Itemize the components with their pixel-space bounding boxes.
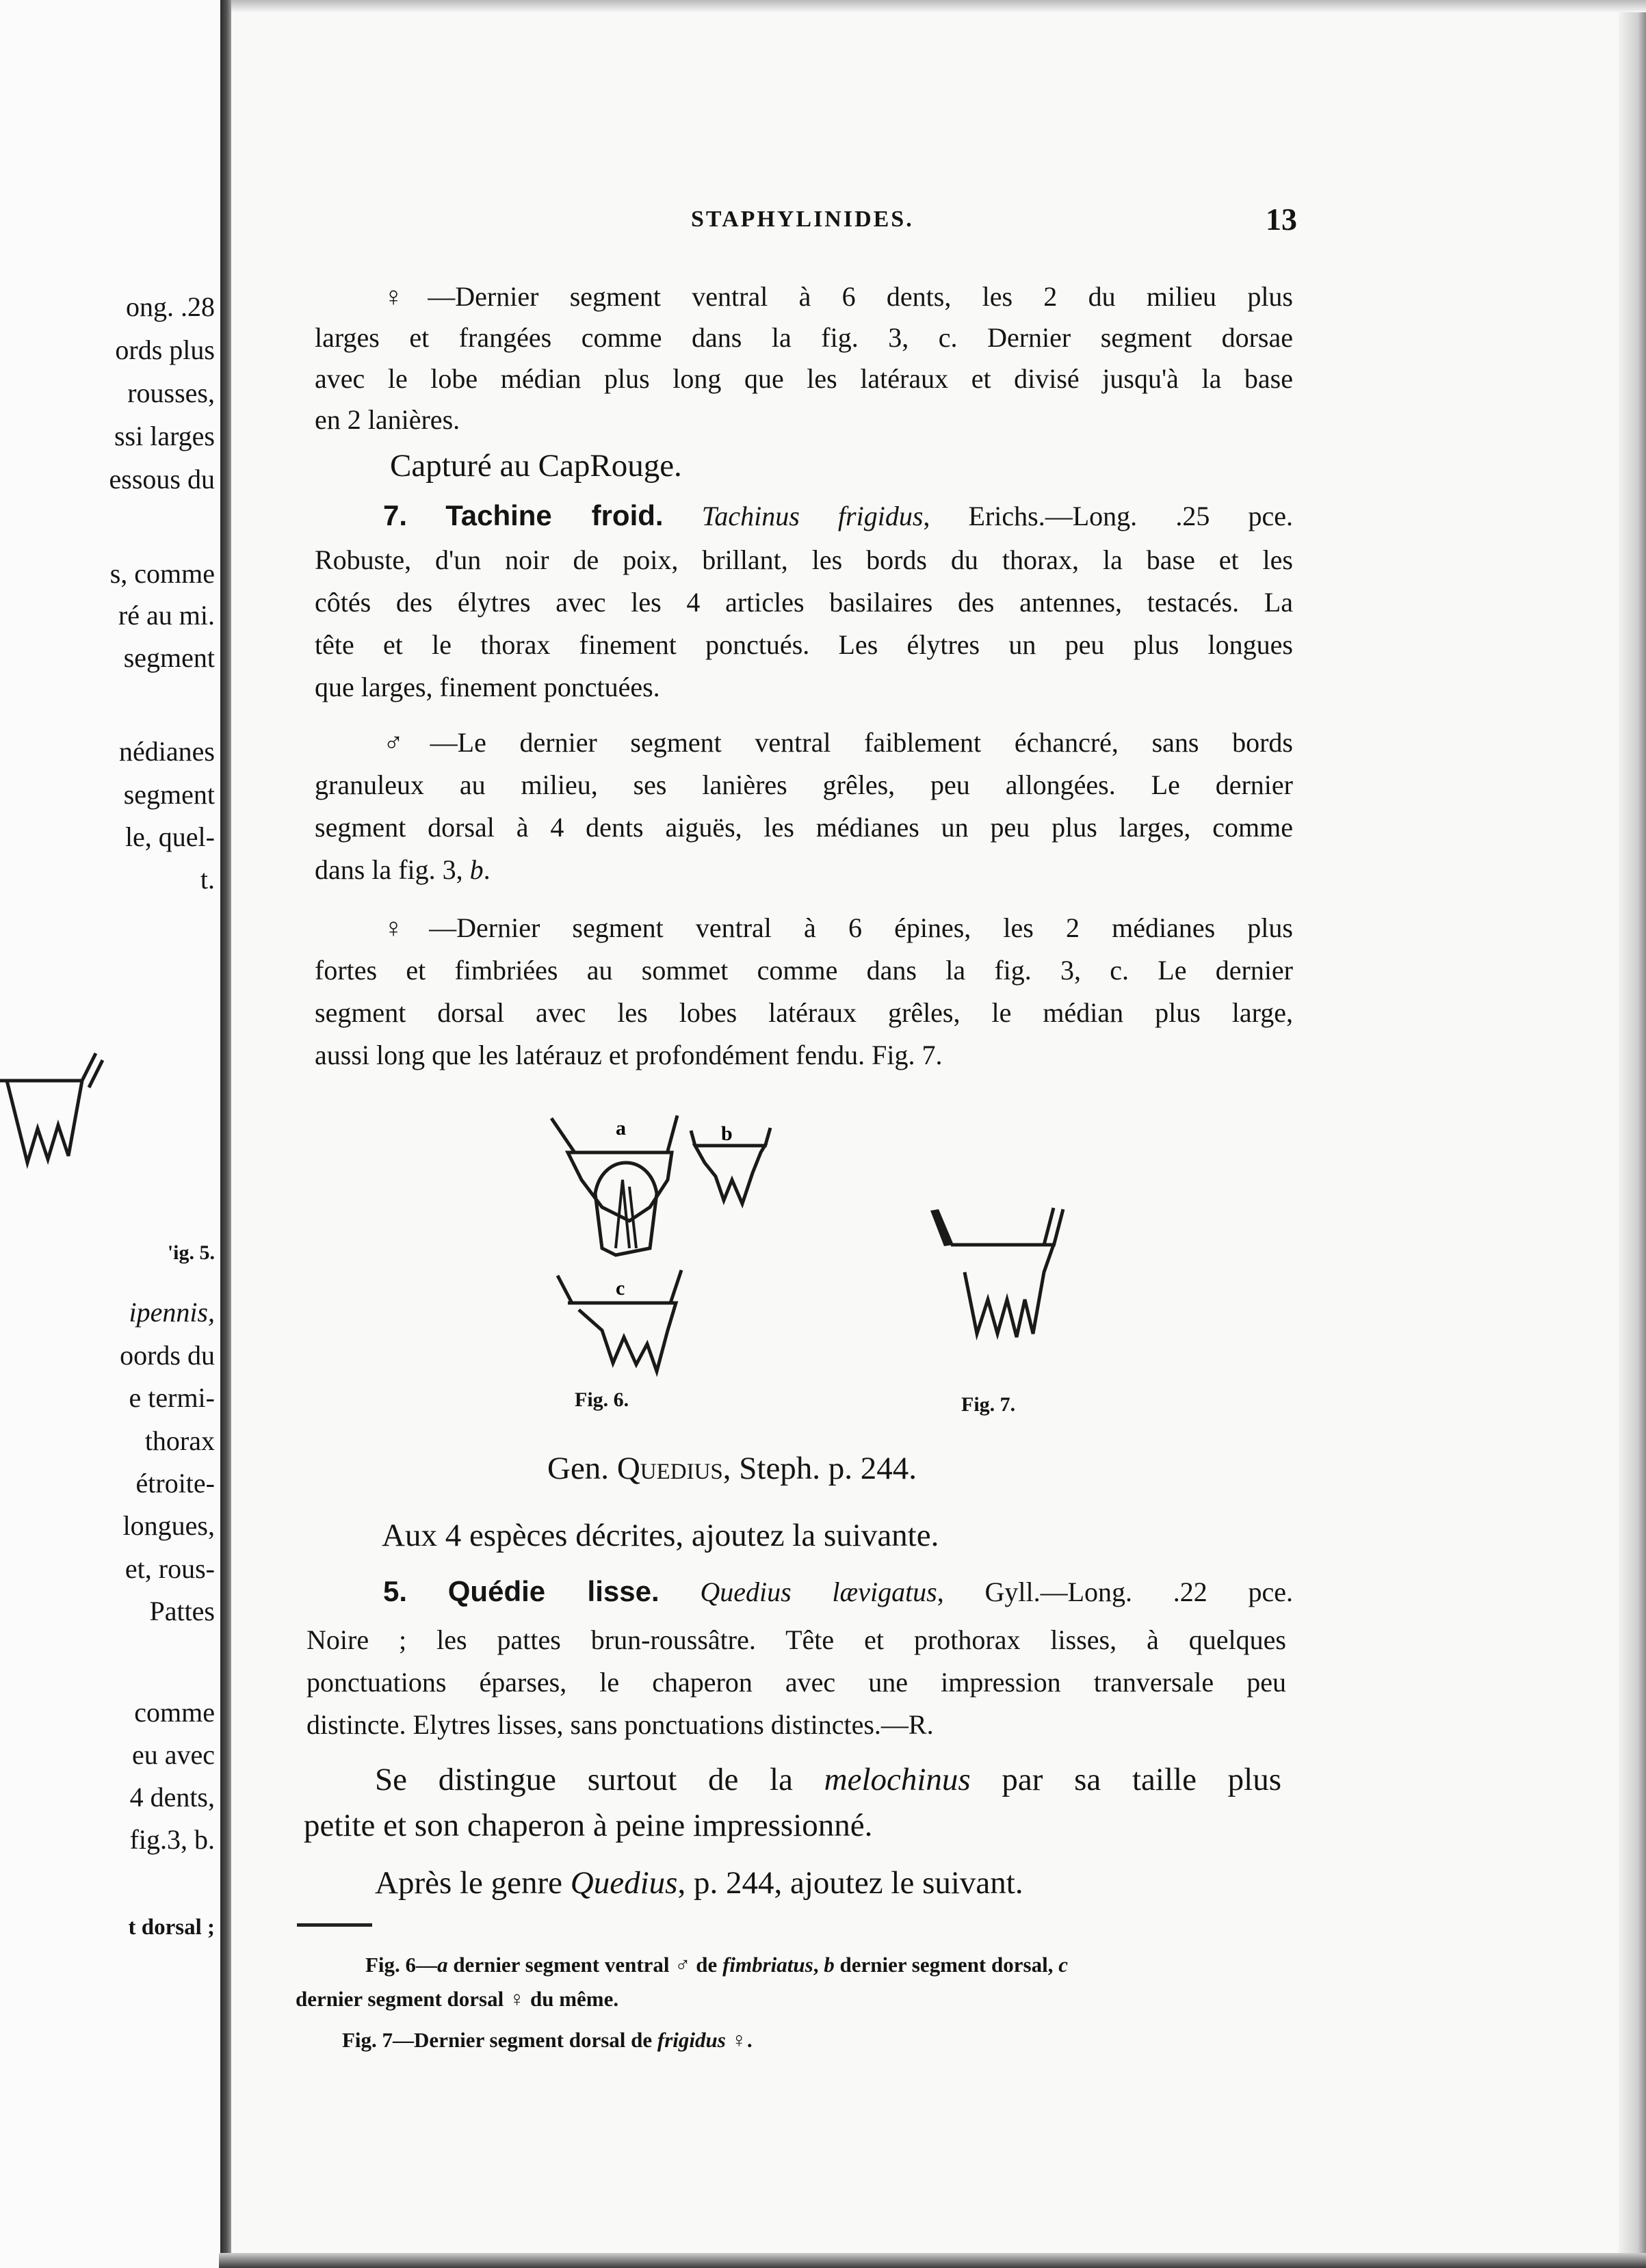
left-line: fig.3, b. bbox=[129, 1824, 215, 1855]
footnote-rule bbox=[297, 1923, 372, 1927]
left-line: Pattes bbox=[149, 1596, 215, 1626]
left-line: segment bbox=[123, 779, 215, 810]
text-line: que larges, finement ponctuées. bbox=[315, 672, 660, 702]
text-line: petite et son chaperon à peine impressionné. bbox=[304, 1808, 873, 1843]
left-line: s, comme bbox=[109, 558, 215, 589]
genus-heading bbox=[547, 1450, 1095, 1487]
text-span: Se distingue surtout de la bbox=[375, 1762, 824, 1797]
text-line: fortes et fimbriées au sommet comme dans la fig. 3, c. Le dernier bbox=[315, 955, 1293, 986]
left-line: eu avec bbox=[131, 1739, 215, 1770]
left-line: thorax bbox=[144, 1425, 215, 1456]
footnote-fig6 bbox=[365, 1953, 1068, 1977]
page-number: 13 bbox=[1266, 202, 1297, 237]
fig6-caption: Fig. 6. bbox=[575, 1388, 629, 1411]
italic-span: b bbox=[469, 854, 484, 885]
left-line: comme bbox=[134, 1697, 215, 1728]
text-line: segment dorsal à 4 dents aiguës, les médianes un peu plus larges, comme bbox=[315, 812, 1293, 843]
text-line: Noire ; les pattes brun-roussâtre. Tête et prothorax lisses, à quelques bbox=[306, 1624, 1286, 1655]
species-author-length: , Gyll.—Long. .22 pce. bbox=[937, 1577, 1293, 1607]
text-span: par sa taille plus bbox=[970, 1762, 1281, 1797]
text-span: dernier segment dorsal, bbox=[834, 1953, 1059, 1977]
left-line: longues, bbox=[122, 1510, 215, 1541]
page-bottom-edge bbox=[219, 2253, 1646, 2268]
text-span: Fig. 6— bbox=[365, 1953, 438, 1977]
genus-author: , Steph. p. 244. bbox=[722, 1451, 917, 1486]
left-line: nédianes bbox=[119, 736, 215, 767]
figure-7 bbox=[924, 1204, 1074, 1347]
text-line: granuleux au milieu, ses lanières grêles, peu allongées. Le dernier bbox=[315, 769, 1293, 800]
left-line: ipennis, bbox=[129, 1297, 215, 1328]
text-line: ♀—Dernier segment ventral à 6 dents, les 2 du milieu plus bbox=[383, 281, 1293, 312]
text-line: ♀—Dernier segment ventral à 6 épines, les 2 médianes plus bbox=[383, 912, 1293, 943]
italic-span: b bbox=[824, 1953, 835, 1977]
species-heading bbox=[383, 1575, 1293, 1608]
left-line: t. bbox=[200, 864, 215, 895]
italic-span: c bbox=[1058, 1953, 1068, 1977]
left-line: étroite- bbox=[135, 1468, 215, 1499]
left-line: ords plus bbox=[115, 334, 215, 365]
left-page-fragment bbox=[0, 0, 219, 2268]
species-latin: Quedius lævigatus bbox=[700, 1577, 937, 1607]
italic-span: frigidus bbox=[657, 2028, 726, 2052]
figure-6 bbox=[547, 1111, 780, 1385]
species-name: Quédie lisse. bbox=[447, 1575, 659, 1607]
text-span: ♀. bbox=[725, 2028, 753, 2052]
text-span: dans la fig. 3, bbox=[315, 854, 470, 885]
text-line: en 2 lanières. bbox=[315, 404, 460, 435]
page-top-edge bbox=[231, 0, 1646, 12]
italic-span: a bbox=[437, 1953, 448, 1977]
left-line: rousses, bbox=[127, 378, 215, 408]
text-line bbox=[375, 1864, 1353, 1901]
genus-name: Quedius bbox=[616, 1451, 723, 1486]
left-line: segment bbox=[123, 642, 215, 673]
species-name: Tachine froid. bbox=[445, 499, 664, 531]
left-figure bbox=[0, 1040, 109, 1176]
text-line: Aux 4 espèces décrites, ajoutez la suivante. bbox=[382, 1518, 939, 1553]
italic-span: melochinus bbox=[824, 1762, 971, 1797]
text-line: Robuste, d'un noir de poix, brillant, les bords du thorax, la base et les bbox=[315, 544, 1293, 575]
species-number: 5. bbox=[383, 1575, 408, 1607]
left-line: le, quel- bbox=[125, 821, 215, 852]
text-line: ponctuations éparses, le chaperon avec une impression tranversale peu bbox=[306, 1667, 1286, 1698]
species-author-length: , Erichs.—Long. .25 pce. bbox=[923, 501, 1293, 531]
text-line: distincte. Elytres lisses, sans ponctuations distinctes.—R. bbox=[306, 1709, 934, 1740]
italic-span: Quedius bbox=[570, 1865, 678, 1901]
text-line: avec le lobe médian plus long que les latéraux et divisé jusqu'à la base bbox=[315, 363, 1293, 394]
text-span: . bbox=[483, 854, 491, 885]
book-spine bbox=[220, 0, 231, 2268]
fig7-caption: Fig. 7. bbox=[961, 1393, 1016, 1416]
species-latin: Tachinus frigidus bbox=[701, 501, 924, 531]
species-heading bbox=[383, 499, 1293, 532]
text-span: , bbox=[813, 1953, 824, 1977]
genus-prefix: Gen. bbox=[547, 1451, 617, 1486]
text-line bbox=[375, 1761, 1281, 1798]
fig6-letter-c: c bbox=[616, 1277, 625, 1300]
text-span: Fig. 7—Dernier segment dorsal de bbox=[342, 2028, 657, 2052]
italic-span: fimbriatus bbox=[722, 1953, 813, 1977]
text-span: dernier segment ventral ♂ de bbox=[447, 1953, 723, 1977]
footnote-fig6-cont: dernier segment dorsal ♀ du même. bbox=[296, 1987, 619, 2011]
fig6-letter-a: a bbox=[616, 1117, 626, 1139]
left-line: 'ig. 5. bbox=[167, 1241, 215, 1264]
left-line: e termi- bbox=[129, 1382, 215, 1413]
text-line: segment dorsal avec les lobes latéraux grêles, le médian plus large, bbox=[315, 997, 1293, 1028]
left-line: ong. .28 bbox=[126, 291, 215, 322]
species-number: 7. bbox=[383, 499, 408, 531]
left-line: oords du bbox=[120, 1340, 215, 1371]
page-edge bbox=[1619, 0, 1646, 2268]
left-line: t dorsal ; bbox=[128, 1915, 215, 1940]
left-line: et, rous- bbox=[125, 1553, 215, 1584]
left-line: ré au mi. bbox=[118, 600, 215, 631]
text-line: côtés des élytres avec les 4 articles basilaires des antennes, testacés. La bbox=[315, 587, 1293, 618]
running-header: STAPHYLINIDES. bbox=[691, 207, 914, 232]
text-line: aussi long que les latérauz et profondément fendu. Fig. 7. bbox=[315, 1040, 943, 1070]
text-line: ♂—Le dernier segment ventral faiblement échancré, sans bords bbox=[383, 727, 1293, 758]
left-line: essous du bbox=[109, 464, 215, 495]
text-span: , p. 244, ajoutez le suivant. bbox=[677, 1865, 1023, 1901]
text-line: larges et frangées comme dans la fig. 3, c. Dernier segment dorsae bbox=[315, 322, 1293, 353]
footnote-fig7 bbox=[342, 2028, 753, 2053]
capture-note: Capturé au CapRouge. bbox=[390, 448, 682, 484]
text-line bbox=[315, 854, 1293, 886]
fig6-letter-b: b bbox=[721, 1122, 733, 1145]
left-line: 4 dents, bbox=[129, 1782, 215, 1812]
text-line: tête et le thorax finement ponctués. Les élytres un peu plus longues bbox=[315, 629, 1293, 660]
text-span: Après le genre bbox=[375, 1865, 571, 1901]
left-line: ssi larges bbox=[114, 421, 215, 451]
